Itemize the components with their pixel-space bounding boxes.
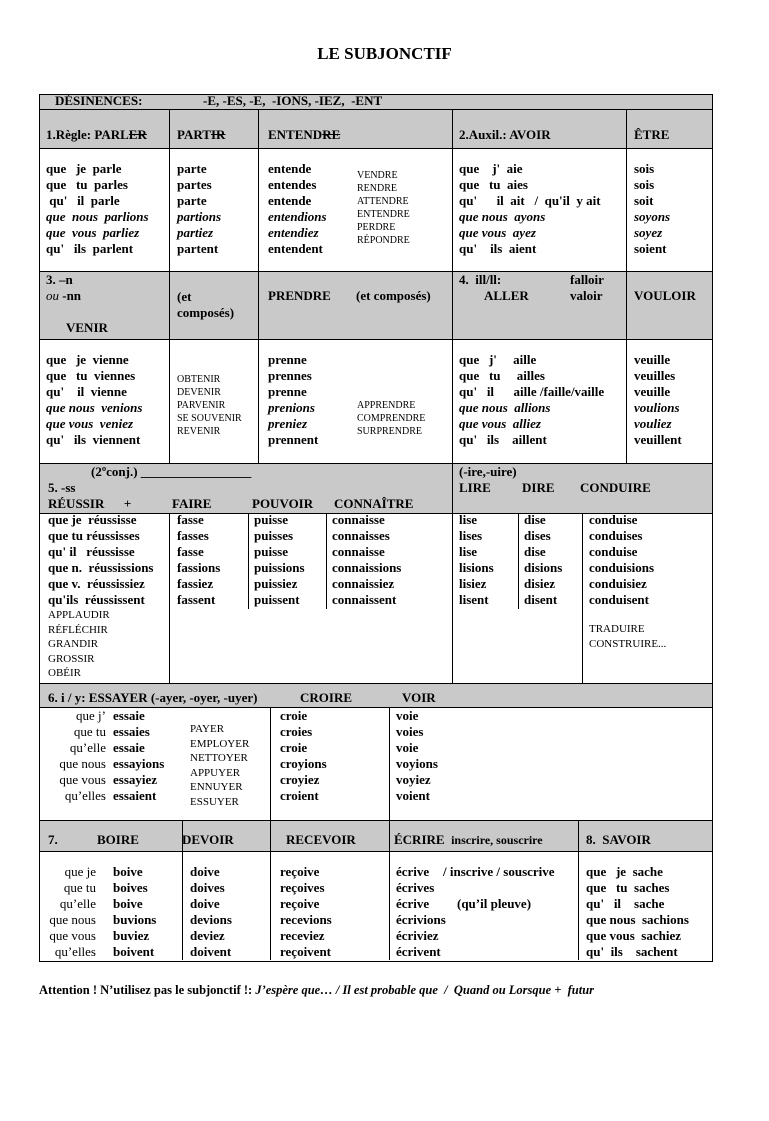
conjugation-line: boive [113, 896, 143, 911]
savoir-conjugation [586, 864, 689, 960]
conjugation-line: veuille [634, 384, 671, 399]
conjugation-line: lise [459, 544, 478, 559]
header-prendre: PRENDRE [268, 288, 331, 303]
similar-verb: GRANDIR [48, 638, 99, 650]
conjugation-line: boivent [113, 944, 155, 959]
conjugation-line: prenions [268, 400, 315, 415]
header-et-composes: (et composés) [356, 288, 431, 303]
parler-conjugation [46, 161, 149, 257]
desinences-label: DÉSINENCES: [55, 93, 143, 108]
conjugation-line: lises [459, 528, 483, 543]
conjugation-line: entendions [268, 209, 327, 224]
similar-verbs-prendre [357, 399, 425, 438]
header-conduire: CONDUIRE [580, 480, 651, 495]
conjugation-line: voient [396, 788, 430, 803]
conjugation-line: doive [190, 896, 220, 911]
similar-verb: DEVENIR [177, 387, 221, 398]
conjugation-line: que nous sachions [586, 912, 689, 927]
pronouns-section6 [40, 708, 106, 804]
aller-conjugation [459, 352, 604, 448]
conjugation-line: doive [190, 864, 220, 879]
pronoun: que tu [63, 880, 96, 895]
conjugation-line: partent [177, 241, 219, 256]
conjugation-line: entendes [268, 177, 317, 192]
conjugation-line: entende [268, 193, 312, 208]
conjugation-line: qu' il réussisse [48, 544, 135, 559]
rule [39, 339, 712, 340]
header-dire: DIRE [522, 480, 555, 495]
conjugation-line: qu' il sache [586, 896, 665, 911]
conjugation-line: croyiez [280, 772, 320, 787]
conjugation-line: croient [280, 788, 319, 803]
conjugation-line: que j' aie [459, 161, 523, 176]
devoir-conjugation [190, 864, 232, 960]
footer-warning: Attention ! N’utilisez pas le subjonctif !: J’espère que… / Il est probable que / Quand ou Lorsque + futur [39, 983, 595, 997]
conjugation-line: preniez [268, 416, 307, 431]
conjugation-line: doivent [190, 944, 232, 959]
header-essayer: 6. i / y: ESSAYER (-ayer, -oyer, -uyer) [48, 690, 258, 705]
conjugation-line: lisiez [459, 576, 487, 591]
conjugation-line: qu'ils réussissent [48, 592, 145, 607]
conjugation-line: fasses [177, 528, 209, 543]
conjugation-line: veuille [634, 352, 671, 367]
conjugation-line: conduisiez [589, 576, 647, 591]
conjugation-line: dise [524, 512, 546, 527]
conjugation-line: prennes [268, 368, 312, 383]
avoir-conjugation [459, 161, 601, 257]
lire-conjugation [459, 512, 494, 608]
header-aller: ALLER [484, 288, 529, 303]
similar-verbs-essayer [190, 722, 249, 809]
similar-verb: APPRENDRE [357, 400, 416, 411]
pouvoir-conjugation [254, 512, 305, 608]
conjugation-line: puissions [254, 560, 305, 575]
similar-verbs-re [357, 169, 410, 247]
conjugation-line: écrive [396, 864, 430, 879]
conjugation-line: connaisse [332, 544, 385, 559]
conjugation-line: reçoives [280, 880, 325, 895]
similar-verb: ATTENDRE [357, 196, 409, 207]
header-savoir: 8. SAVOIR [586, 832, 651, 847]
conjugation-line: qu' ils viennent [46, 432, 141, 447]
conjugation-line: puisse [254, 512, 288, 527]
connaitre-conjugation [332, 512, 401, 608]
similar-verb: NETTOYER [190, 752, 248, 764]
pronoun: qu’elles [54, 944, 96, 959]
pleuve-note: (qu’il pleuve) [457, 896, 532, 911]
conjugation-line: écrivions [396, 912, 446, 927]
conjugation-line: dise [524, 544, 546, 559]
conjugation-line: essayions [113, 756, 165, 771]
conjugation-line: essaies [113, 724, 150, 739]
header-regle: 1.Règle: PARLER [46, 127, 147, 142]
header-pouvoir: POUVOIR [252, 496, 314, 511]
conjugation-line: qu' ils aillent [459, 432, 547, 447]
conjugation-line: qu' il vienne [46, 384, 127, 399]
ecrire-conjugation [396, 864, 446, 960]
conjugation-line: entendent [268, 241, 323, 256]
conjugation-line: voulions [634, 400, 680, 415]
conjugation-line: que tu aies [459, 177, 528, 192]
conjugation-line: puisses [254, 528, 294, 543]
conjugation-line: puisse [254, 544, 288, 559]
rule [39, 148, 712, 149]
conjugation-line: croie [280, 708, 308, 723]
conjugation-line: parte [177, 161, 207, 176]
voir-conjugation [396, 708, 438, 804]
similar-verb: CONSTRUIRE... [589, 638, 667, 650]
dire-conjugation [524, 512, 562, 608]
conjugation-line: fassions [177, 560, 221, 575]
conjugation-line: croyions [280, 756, 327, 771]
similar-verbs-conduire [589, 622, 666, 652]
similar-verb: REVENIR [177, 426, 221, 437]
conjugation-line: que nous allions [459, 400, 551, 415]
conjugation-line: veuillent [634, 432, 682, 447]
header-venir: VENIR [66, 320, 108, 335]
conjugation-line: lisent [459, 592, 489, 607]
vouloir-conjugation [634, 352, 682, 448]
etre-conjugation [634, 161, 670, 257]
conjugation-line: lisions [459, 560, 494, 575]
similar-verb: COMPRENDRE [357, 413, 426, 424]
conjugation-line: fassent [177, 592, 216, 607]
conjugation-line: que v. réussissiez [48, 576, 145, 591]
pronoun: que nous [59, 756, 106, 771]
venir-conjugation [46, 352, 142, 448]
header-et: (et [177, 289, 192, 304]
rule [39, 683, 712, 684]
conjugation-line: lise [459, 512, 478, 527]
conjugation-line: soit [634, 193, 654, 208]
header-valoir: valoir [570, 288, 603, 303]
conjugation-line: sois [634, 177, 655, 192]
conjugation-line: que je sache [586, 864, 663, 879]
header-devoir: DEVOIR [182, 832, 234, 847]
conjugation-line: croies [280, 724, 313, 739]
conjugation-line: partes [177, 177, 212, 192]
header-connaitre: CONNAÎTRE [334, 496, 414, 511]
header-vouloir: VOULOIR [634, 288, 696, 303]
conjugation-line: que je vienne [46, 352, 129, 367]
conjugation-line: disent [524, 592, 558, 607]
header-n: 3. –n [46, 272, 73, 287]
similar-verb: SURPRENDRE [357, 426, 423, 437]
rule [39, 820, 712, 821]
header-ecrire: ÉCRIRE inscrire, souscrire [394, 832, 543, 847]
conjugation-line: connaissent [332, 592, 397, 607]
conjugation-line: devions [190, 912, 232, 927]
similar-verb: ENNUYER [190, 781, 243, 793]
essayer-conjugation [113, 708, 164, 804]
entendre-conjugation [268, 161, 327, 257]
header-croire: CROIRE [300, 690, 353, 705]
header-7: 7. [48, 832, 58, 847]
header-ill: 4. ill/ll: [459, 272, 502, 287]
conjugation-line: que vous veniez [46, 416, 134, 431]
conjugation-line: fasse [177, 544, 204, 559]
conjugation-line: prenne [268, 352, 307, 367]
conjugation-line: conduisent [589, 592, 649, 607]
conjugation-line: essaie [113, 740, 145, 755]
conjugation-line: qu' il aille /faille/vaille [459, 384, 605, 399]
pronoun: que tu [73, 724, 106, 739]
similar-verb: APPUYER [190, 766, 241, 779]
conjugation-line: qu' il parle [46, 193, 120, 208]
conjugation-line: que vous parliez [46, 225, 140, 240]
similar-verb: RENDRE [357, 183, 397, 194]
conjugation-line: reçoive [280, 864, 320, 879]
conjugation-line: qu' il ait / qu'il y ait [459, 193, 601, 208]
reussir-conjugation [48, 512, 153, 608]
header-2conj: (2ºconj.) _________________ [91, 464, 252, 479]
header-etre: ÊTRE [634, 127, 670, 142]
pronoun: que nous [49, 912, 96, 927]
conjugation-line: fasse [177, 512, 204, 527]
conjugation-line: soient [634, 241, 667, 256]
conjugation-line: connaisses [332, 528, 390, 543]
header-ss: 5. -ss [48, 480, 76, 495]
conjugation-line: que tu ailles [459, 368, 545, 383]
conjugation-line: parte [177, 193, 207, 208]
header-faire: FAIRE [172, 496, 212, 511]
similar-verb: RÉPONDRE [357, 235, 410, 246]
similar-verbs-reussir [48, 608, 110, 681]
conjugation-line: croie [280, 740, 308, 755]
similar-verb: OBÉIR [48, 667, 81, 679]
rule [39, 271, 712, 272]
conjugation-line: que tu viennes [46, 368, 136, 383]
header-composes: composés) [177, 305, 235, 320]
conjugation-line: que nous venions [46, 400, 143, 415]
conjugation-line: buvions [113, 912, 157, 927]
conjugation-line: recevions [280, 912, 332, 927]
conjugation-line: boives [113, 880, 148, 895]
conjugation-line: prenne [268, 384, 307, 399]
conjugation-line: partiez [177, 225, 214, 240]
conjugation-line: soyez [634, 225, 663, 240]
prendre-conjugation [268, 352, 318, 448]
conjugation-line: connaisse [332, 512, 385, 527]
similar-verb: TRADUIRE [589, 623, 645, 635]
header-ire: (-ire,-uire) [459, 464, 517, 479]
conjugation-line: dises [524, 528, 551, 543]
recevoir-conjugation [280, 864, 332, 960]
pronouns-section7 [40, 864, 96, 960]
conjugation-line: que j' aille [459, 352, 537, 367]
conjugation-line: sois [634, 161, 655, 176]
similar-verb: GROSSIR [48, 652, 95, 665]
conjugation-line: que nous ayons [459, 209, 546, 224]
conjugation-line: écrive [396, 896, 430, 911]
conjugation-line: doives [190, 880, 225, 895]
ecrire-extra: / inscrive / souscrive [443, 864, 555, 879]
conjugation-line: écriviez [396, 928, 439, 943]
similar-verb: ESSUYER [190, 795, 239, 808]
conjugation-line: qu' ils aient [459, 241, 537, 256]
boire-conjugation [113, 864, 156, 960]
conjugation-line: que je parle [46, 161, 122, 176]
conjugation-line: conduisions [589, 560, 655, 575]
conjugation-line: disiez [524, 576, 556, 591]
rule [39, 851, 712, 852]
pronoun: que je [64, 864, 96, 879]
conjugation-line: que tu réussisses [48, 528, 140, 543]
conjugation-line: voyiez [396, 772, 431, 787]
header-entendre: ENTENDRE [268, 127, 341, 142]
conjugation-line: connaissions [332, 560, 402, 575]
faire-conjugation [177, 512, 220, 608]
header-lire: LIRE [459, 480, 491, 495]
conjugation-line: que nous parlions [46, 209, 149, 224]
conjugation-line: buviez [113, 928, 150, 943]
conjugation-line: qu' ils sachent [586, 944, 678, 959]
header-falloir: falloir [570, 272, 604, 287]
header-partir: PARTIR [177, 127, 226, 142]
conjugation-line: puissent [254, 592, 300, 607]
conjugation-line: disions [524, 560, 563, 575]
conjugation-line: que je réussisse [48, 512, 137, 527]
similar-verb: VENDRE [357, 170, 398, 181]
conjugation-line: que tu saches [586, 880, 670, 895]
conjugation-line: prennent [268, 432, 319, 447]
desinences-endings: -E, -ES, -E, -IONS, -IEZ, -ENT [203, 93, 383, 108]
similar-verb: OBTENIR [177, 374, 221, 385]
croire-conjugation [280, 708, 327, 804]
header-voir: VOIR [402, 690, 436, 705]
conjugation-line: conduises [589, 528, 643, 543]
similar-verb: RÉFLÉCHIR [48, 623, 108, 636]
conjugation-line: qu' ils parlent [46, 241, 134, 256]
conjugation-line: boive [113, 864, 143, 879]
conjugation-line: soyons [634, 209, 671, 224]
conjugation-line: fassiez [177, 576, 214, 591]
conjugation-line: entende [268, 161, 312, 176]
similar-verbs-venir [177, 373, 242, 438]
header-ou-nn: ou -nn [46, 288, 82, 303]
conjugation-line: écrives [396, 880, 435, 895]
pronoun: qu’elle [69, 740, 106, 755]
conjugation-line: conduise [589, 512, 638, 527]
page-title: LE SUBJONCTIF [317, 44, 452, 63]
pronoun: que vous [49, 928, 96, 943]
pronoun: que vous [59, 772, 106, 787]
similar-verb: EMPLOYER [190, 737, 250, 750]
conjugation-line: connaissiez [332, 576, 395, 591]
conjugation-line: voies [396, 724, 424, 739]
pronoun: qu’elle [59, 896, 96, 911]
conjugation-line: que n. réussissions [48, 560, 154, 575]
similar-verb: PERDRE [357, 222, 396, 233]
similar-verb: PARVENIR [177, 400, 226, 411]
conjugation-line: partions [177, 209, 222, 224]
conjugation-line: reçoivent [280, 944, 332, 959]
conjugation-line: voyions [396, 756, 438, 771]
similar-verb: PAYER [190, 723, 225, 735]
partir-conjugation [177, 161, 221, 257]
conjugation-line: que vous sachiez [586, 928, 681, 943]
conjugation-line: essayiez [113, 772, 158, 787]
conjugation-line: essaie [113, 708, 145, 723]
conjugation-line: conduise [589, 544, 638, 559]
header-auxil-avoir: 2.Auxil.: AVOIR [459, 127, 551, 142]
pronoun: que j’ [76, 708, 106, 723]
conjugation-line: puissiez [254, 576, 298, 591]
conjugation-line: veuilles [634, 368, 676, 383]
conjugation-line: receviez [280, 928, 325, 943]
header-recevoir: RECEVOIR [286, 832, 356, 847]
rule [39, 109, 712, 110]
conjugation-line: entendiez [268, 225, 319, 240]
conjugation-line: voie [396, 708, 419, 723]
conjugation-line: essaient [113, 788, 157, 803]
pronoun: qu’elles [64, 788, 106, 803]
conjugation-line: écrivent [396, 944, 441, 959]
conjugation-line: voie [396, 740, 419, 755]
similar-verb: SE SOUVENIR [177, 413, 242, 424]
header-reussir: RÉUSSIR + [48, 496, 132, 511]
conjugation-line: reçoive [280, 896, 320, 911]
conduire-conjugation [589, 512, 654, 608]
header-boire: BOIRE [97, 832, 139, 847]
conjugation-line: deviez [190, 928, 225, 943]
conjugation-line: que vous alliez [459, 416, 541, 431]
similar-verb: APPLAUDIR [48, 609, 110, 621]
conjugation-line: que tu parles [46, 177, 128, 192]
conjugation-line: vouliez [634, 416, 672, 431]
conjugation-line: que vous ayez [459, 225, 536, 240]
similar-verb: ENTENDRE [357, 209, 410, 220]
